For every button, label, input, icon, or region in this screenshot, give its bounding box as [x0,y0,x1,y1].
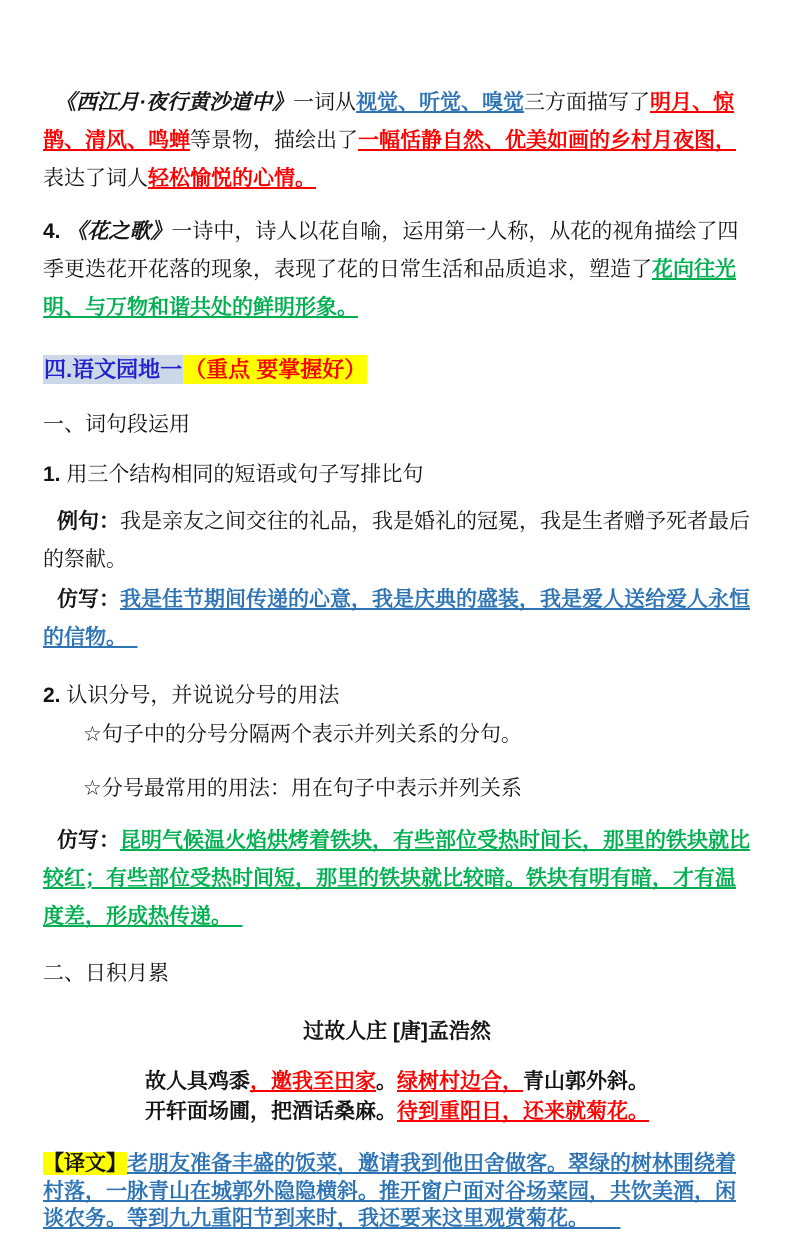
subsection-rijiyuelei-segment: 二、日积月累 [43,962,169,986]
poem-line-1-segment: 。 [376,1069,397,1093]
imitation-1 [43,581,751,657]
summary-huazhige-segment: 一诗中，诗人以花自喻，运用第一人称，从花的视角描绘了四季更迭花开花落的现象，表现了花的日常生活和品质追求，塑造了 [43,220,739,282]
poem-line-2-segment: 待到重阳日，还来就菊花。 [397,1100,649,1124]
translation-segment: 老朋友准备丰盛的饭菜，邀请我到他田舍做客。翠绿的树林围绕着村落，一脉青山在城郭外隐隐横斜。推开窗户面对谷场菜园，共饮美酒，闲谈农务。等到九九重阳节到来时，我还要来这里观赏菊花。 [43,1151,736,1231]
translation [43,1150,751,1233]
imitation-2-segment: 昆明气候温火焰烘烤着铁块，有些部位受热时间长，那里的铁块就比较红；有些部位受热时间短，那里的铁块就比较暗。铁块有明有暗，才有温度差，形成热传递。 [43,828,750,928]
poem-line-1-segment: 故人具鸡黍 [145,1069,250,1093]
item-1-paibiju-segment: 用三个结构相同的短语或句子写排比句 [60,462,424,486]
summary-xijiangyue-segment: 一词从 [293,91,356,114]
summary-xijiangyue-segment: 轻松愉悦的心情。 [148,166,316,190]
summary-huazhige-segment: 4. [43,220,67,244]
summary-huazhige-segment: 花向往光明、与万物和谐共处的鲜明形象。 [43,258,736,319]
summary-huazhige-segment: 《花之歌》 [66,220,172,244]
semicolon-note-1 [43,716,751,754]
document-content [43,84,751,1233]
summary-xijiangyue-segment: 等景物，描绘出了 [190,128,358,152]
poem-line-1-segment: ，邀我至田家 [250,1069,376,1093]
poem-line-2-segment: 开轩面场圃，把酒话桑麻。 [145,1100,397,1124]
imitation-2-segment: 仿写： [57,828,120,852]
imitation-1-segment: 仿写： [57,587,120,611]
poem-line-1-segment: 青山郭外斜。 [523,1069,649,1093]
item-2-fenhao [43,677,751,715]
example-sentence-segment: 例句： [57,510,120,534]
semicolon-note-1-segment: ☆句子中的分号分隔两个表示并列关系的分句。 [83,723,522,747]
poem-line-1 [43,1067,751,1097]
summary-xijiangyue-segment: 三方面描写了 [524,91,650,114]
poem-title [43,1013,751,1051]
summary-huazhige [43,213,751,326]
semicolon-note-2-segment: ☆分号最常用的用法：用在句子中表示并列关系 [83,777,522,801]
item-1-paibiju-segment: 1. [43,462,61,486]
subsection-rijiyuelei [43,955,751,993]
item-2-fenhao-segment: 2. [43,683,61,707]
item-2-fenhao-segment: 认识分号，并说说分号的用法 [60,683,340,707]
summary-xijiangyue [43,84,751,197]
poem-line-1-segment: 绿树村边合， [397,1069,523,1093]
imitation-2 [43,822,751,935]
summary-xijiangyue-segment: 一幅恬静自然、优美如画的乡村月夜图， [358,128,736,152]
summary-xijiangyue-segment: 表达了词人 [43,166,148,190]
section-heading-yuwenyuandi [43,353,751,386]
subsection-ciju-duan-yunyong [43,406,751,444]
poem-title-segment: 过故人庄 [唐]孟浩然 [303,1020,491,1044]
example-sentence-segment: 我是亲友之间交往的礼品，我是婚礼的冠冕，我是生者赠予死者最后的祭献。 [43,510,750,572]
translation-segment: 【译文】 [43,1151,127,1175]
summary-xijiangyue-segment: 《西江月·夜行黄沙道中》 [55,91,293,114]
summary-xijiangyue-segment: 明月、惊鹊、清风、鸣蝉 [43,91,734,152]
section-heading-yuwenyuandi-segment: 四.语文园地一 [44,356,183,382]
example-sentence [43,503,751,579]
imitation-1-segment: 我是佳节期间传递的心意，我是庆典的盛装，我是爱人送给爱人永恒的信物。 [43,587,750,649]
semicolon-note-2 [43,770,751,808]
item-1-paibiju [43,456,751,494]
summary-xijiangyue-segment: 视觉、听觉、嗅觉 [356,91,524,114]
section-heading-yuwenyuandi-segment: （重点 要掌握好） [184,356,367,382]
poem-line-2 [43,1097,751,1127]
subsection-ciju-duan-yunyong-segment: 一、词句段运用 [43,412,190,436]
